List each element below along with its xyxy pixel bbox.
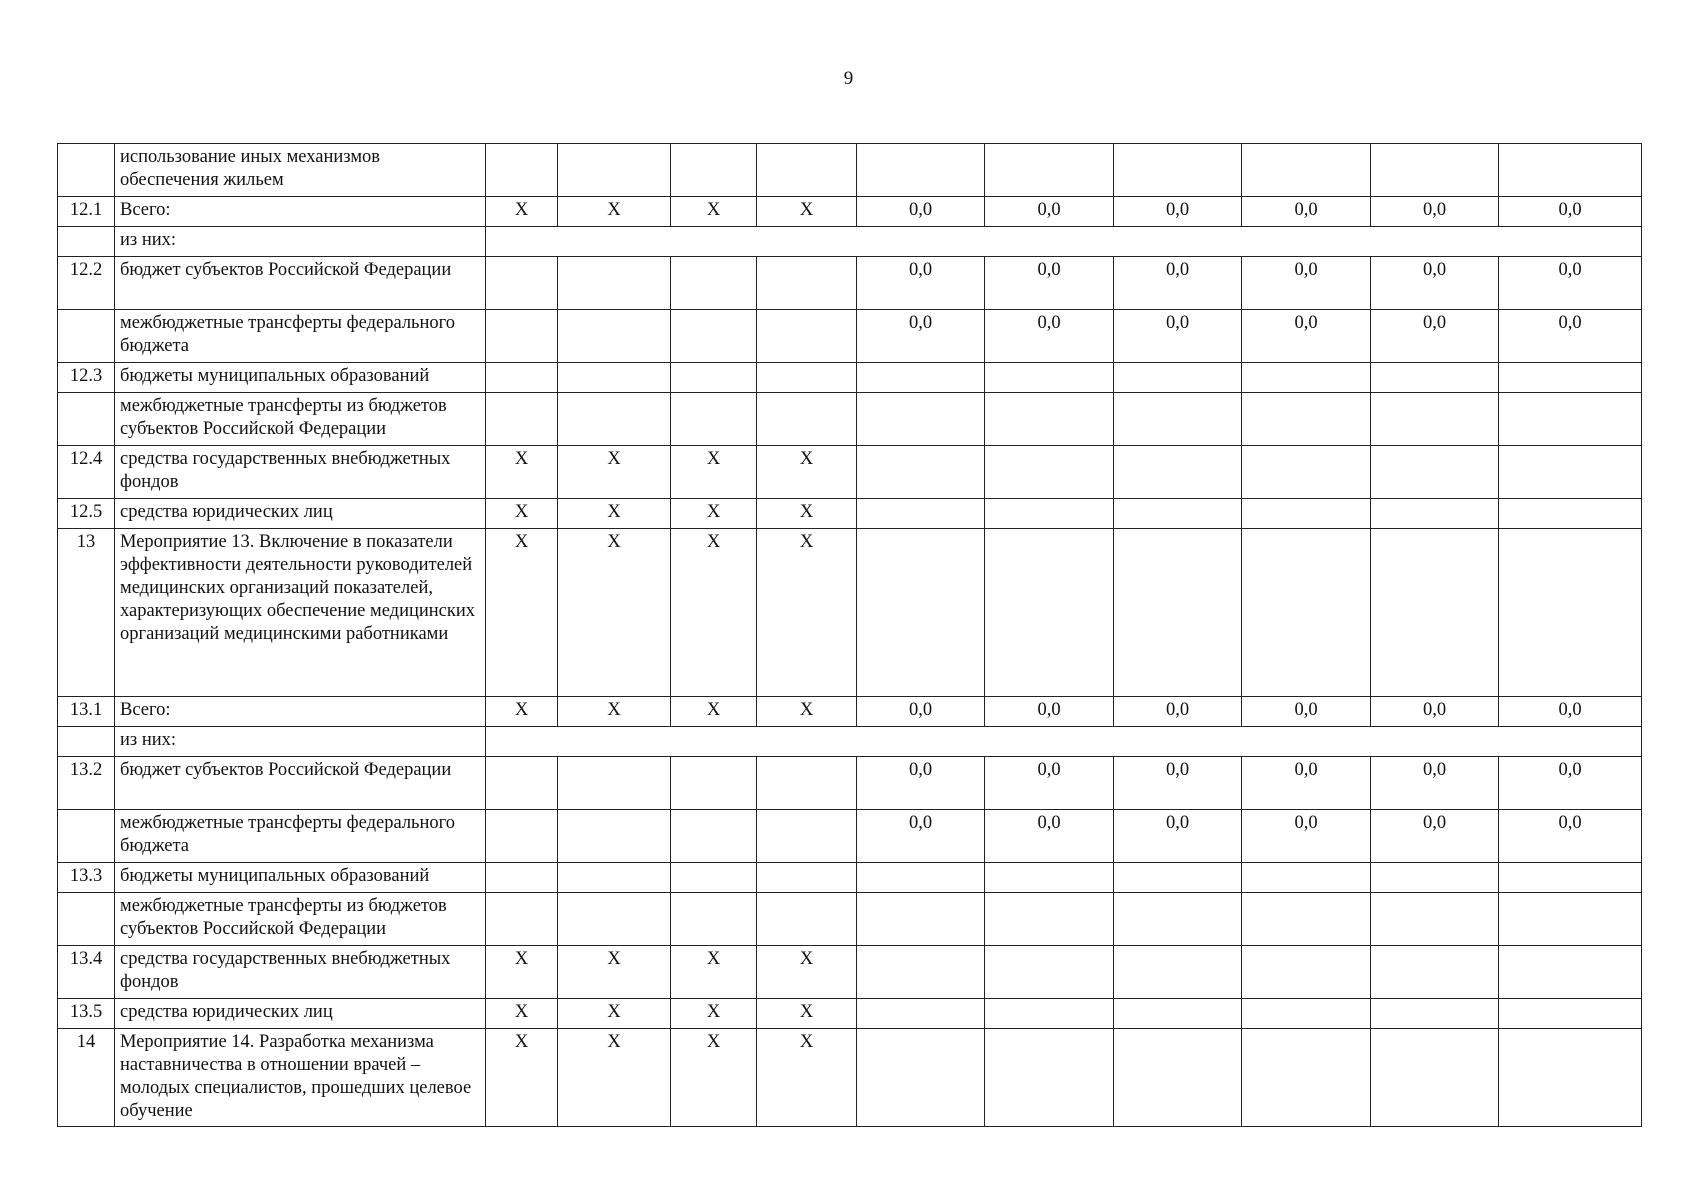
value-cell: 0,0 (1371, 310, 1499, 363)
value-cell (1371, 893, 1499, 946)
value-cell: 0,0 (1114, 697, 1242, 727)
value-cell (1114, 893, 1242, 946)
table-row (58, 946, 1642, 999)
value-cell (1242, 999, 1371, 1029)
x-cell (558, 257, 671, 310)
value-cell (1114, 446, 1242, 499)
x-cell (558, 363, 671, 393)
x-cell: Х (757, 697, 857, 727)
value-cell (857, 499, 985, 529)
merged-cell (486, 727, 1642, 757)
value-cell: 0,0 (1499, 310, 1642, 363)
x-cell (486, 393, 558, 446)
value-cell (985, 863, 1114, 893)
table-row (58, 1029, 1642, 1127)
table-row (58, 446, 1642, 499)
x-cell: Х (757, 499, 857, 529)
value-cell (1371, 144, 1499, 197)
table-row (58, 227, 1642, 257)
x-cell: Х (757, 999, 857, 1029)
x-cell: Х (558, 499, 671, 529)
value-cell (1242, 863, 1371, 893)
value-cell (1242, 893, 1371, 946)
table-row (58, 893, 1642, 946)
row-number: 13.5 (58, 999, 115, 1029)
value-cell (857, 393, 985, 446)
row-number (58, 893, 115, 946)
x-cell: Х (558, 197, 671, 227)
value-cell: 0,0 (985, 757, 1114, 810)
value-cell (1242, 1029, 1371, 1127)
row-number: 12.3 (58, 363, 115, 393)
value-cell (985, 499, 1114, 529)
value-cell: 0,0 (857, 697, 985, 727)
budget-table (57, 143, 1642, 1127)
row-number: 12.2 (58, 257, 115, 310)
value-cell (857, 1029, 985, 1127)
table-row (58, 529, 1642, 697)
table-row (58, 999, 1642, 1029)
x-cell: Х (757, 446, 857, 499)
value-cell (857, 446, 985, 499)
row-number (58, 727, 115, 757)
x-cell: Х (486, 697, 558, 727)
table-row (58, 144, 1642, 197)
value-cell (1499, 144, 1642, 197)
value-cell: 0,0 (1371, 697, 1499, 727)
value-cell (857, 946, 985, 999)
x-cell: Х (486, 529, 558, 697)
x-cell (671, 810, 757, 863)
value-cell (1114, 946, 1242, 999)
x-cell (486, 257, 558, 310)
row-label: средства государственных внебюджетных фондов (115, 446, 486, 499)
value-cell: 0,0 (1499, 697, 1642, 727)
value-cell: 0,0 (1114, 257, 1242, 310)
value-cell: 0,0 (1242, 257, 1371, 310)
value-cell (1499, 499, 1642, 529)
row-label: из них: (115, 227, 486, 257)
x-cell (757, 257, 857, 310)
row-number (58, 227, 115, 257)
table-body (58, 144, 1642, 1127)
value-cell (985, 999, 1114, 1029)
value-cell (1371, 363, 1499, 393)
row-label: Мероприятие 13. Включение в показатели эффективности деятельности руководителей медицинских организаций показателей, характеризующих обеспечение медицинских организаций медицинскими работниками (115, 529, 486, 697)
table-row (58, 393, 1642, 446)
row-number: 12.5 (58, 499, 115, 529)
value-cell (1499, 893, 1642, 946)
x-cell: Х (671, 999, 757, 1029)
x-cell: Х (671, 529, 757, 697)
value-cell: 0,0 (1242, 757, 1371, 810)
value-cell (1242, 529, 1371, 697)
value-cell (985, 1029, 1114, 1127)
row-label: Всего: (115, 197, 486, 227)
value-cell (1499, 1029, 1642, 1127)
x-cell (671, 144, 757, 197)
value-cell (1114, 144, 1242, 197)
value-cell (1114, 363, 1242, 393)
value-cell: 0,0 (985, 810, 1114, 863)
value-cell (1242, 499, 1371, 529)
value-cell: 0,0 (1371, 757, 1499, 810)
value-cell (1114, 1029, 1242, 1127)
value-cell (985, 946, 1114, 999)
value-cell: 0,0 (857, 197, 985, 227)
row-label: межбюджетные трансферты из бюджетов субъектов Российской Федерации (115, 393, 486, 446)
value-cell: 0,0 (1499, 810, 1642, 863)
value-cell (985, 363, 1114, 393)
value-cell: 0,0 (1242, 810, 1371, 863)
x-cell: Х (671, 446, 757, 499)
x-cell (671, 393, 757, 446)
x-cell: Х (757, 1029, 857, 1127)
value-cell (857, 863, 985, 893)
x-cell (558, 810, 671, 863)
x-cell (486, 757, 558, 810)
row-number: 14 (58, 1029, 115, 1127)
table-row (58, 810, 1642, 863)
value-cell (1499, 393, 1642, 446)
value-cell (1242, 946, 1371, 999)
row-number (58, 810, 115, 863)
value-cell (1499, 446, 1642, 499)
row-label: средства государственных внебюджетных фондов (115, 946, 486, 999)
x-cell (486, 863, 558, 893)
table-row (58, 499, 1642, 529)
value-cell: 0,0 (1242, 697, 1371, 727)
row-label: средства юридических лиц (115, 999, 486, 1029)
value-cell (985, 144, 1114, 197)
x-cell (486, 363, 558, 393)
row-label: средства юридических лиц (115, 499, 486, 529)
x-cell (671, 363, 757, 393)
row-label: бюджет субъектов Российской Федерации (115, 257, 486, 310)
value-cell (857, 893, 985, 946)
x-cell: Х (486, 446, 558, 499)
value-cell (1242, 446, 1371, 499)
value-cell: 0,0 (985, 697, 1114, 727)
row-label: межбюджетные трансферты из бюджетов субъектов Российской Федерации (115, 893, 486, 946)
value-cell (1114, 529, 1242, 697)
x-cell: Х (558, 946, 671, 999)
value-cell (1242, 363, 1371, 393)
value-cell: 0,0 (1114, 810, 1242, 863)
row-label: бюджеты муниципальных образований (115, 863, 486, 893)
x-cell (757, 310, 857, 363)
value-cell (1499, 863, 1642, 893)
table-row (58, 197, 1642, 227)
value-cell (1371, 499, 1499, 529)
value-cell (1371, 1029, 1499, 1127)
x-cell (757, 863, 857, 893)
x-cell (671, 893, 757, 946)
value-cell: 0,0 (1499, 257, 1642, 310)
value-cell: 0,0 (1371, 257, 1499, 310)
x-cell (558, 863, 671, 893)
x-cell: Х (671, 946, 757, 999)
value-cell: 0,0 (1499, 197, 1642, 227)
row-label: бюджеты муниципальных образований (115, 363, 486, 393)
table-row (58, 363, 1642, 393)
x-cell: Х (671, 197, 757, 227)
row-number: 12.4 (58, 446, 115, 499)
table-row (58, 757, 1642, 810)
value-cell: 0,0 (985, 310, 1114, 363)
row-label: Мероприятие 14. Разработка механизма наставничества в отношении врачей – молодых специалистов, прошедших целевое обучение (115, 1029, 486, 1127)
x-cell: Х (558, 1029, 671, 1127)
value-cell (857, 999, 985, 1029)
value-cell (1499, 529, 1642, 697)
value-cell (857, 529, 985, 697)
x-cell (757, 393, 857, 446)
x-cell: Х (757, 197, 857, 227)
x-cell: Х (486, 499, 558, 529)
value-cell: 0,0 (985, 197, 1114, 227)
value-cell (985, 393, 1114, 446)
row-number: 13.4 (58, 946, 115, 999)
merged-cell (486, 227, 1642, 257)
x-cell (486, 893, 558, 946)
value-cell: 0,0 (1499, 757, 1642, 810)
row-number: 13.2 (58, 757, 115, 810)
x-cell: Х (486, 946, 558, 999)
x-cell (671, 863, 757, 893)
value-cell (985, 446, 1114, 499)
x-cell: Х (486, 197, 558, 227)
x-cell (558, 393, 671, 446)
value-cell: 0,0 (857, 810, 985, 863)
table-row (58, 310, 1642, 363)
value-cell (1499, 999, 1642, 1029)
value-cell (1499, 363, 1642, 393)
x-cell: Х (486, 1029, 558, 1127)
x-cell (486, 810, 558, 863)
row-number (58, 310, 115, 363)
x-cell: Х (671, 1029, 757, 1127)
value-cell (1114, 863, 1242, 893)
x-cell (671, 310, 757, 363)
row-number: 13.1 (58, 697, 115, 727)
x-cell (757, 893, 857, 946)
row-label: межбюджетные трансферты федерального бюджета (115, 310, 486, 363)
x-cell: Х (757, 946, 857, 999)
x-cell: Х (558, 697, 671, 727)
value-cell (1242, 393, 1371, 446)
x-cell: Х (558, 999, 671, 1029)
value-cell (1371, 999, 1499, 1029)
value-cell (1114, 499, 1242, 529)
value-cell (857, 144, 985, 197)
x-cell (757, 757, 857, 810)
row-label: Всего: (115, 697, 486, 727)
value-cell (1371, 393, 1499, 446)
x-cell (486, 310, 558, 363)
value-cell: 0,0 (1114, 197, 1242, 227)
row-number: 13.3 (58, 863, 115, 893)
x-cell (558, 757, 671, 810)
value-cell (1242, 144, 1371, 197)
value-cell (1499, 946, 1642, 999)
value-cell (985, 529, 1114, 697)
x-cell (671, 257, 757, 310)
x-cell: Х (671, 499, 757, 529)
value-cell: 0,0 (1371, 810, 1499, 863)
value-cell: 0,0 (857, 257, 985, 310)
row-number: 12.1 (58, 197, 115, 227)
x-cell: Х (757, 529, 857, 697)
value-cell: 0,0 (1371, 197, 1499, 227)
row-number (58, 393, 115, 446)
value-cell: 0,0 (857, 310, 985, 363)
x-cell: Х (558, 446, 671, 499)
x-cell (558, 893, 671, 946)
page-number: 9 (843, 68, 854, 89)
table-row (58, 863, 1642, 893)
value-cell (1371, 529, 1499, 697)
x-cell: Х (671, 697, 757, 727)
table-row (58, 727, 1642, 757)
value-cell: 0,0 (1114, 757, 1242, 810)
value-cell: 0,0 (1114, 310, 1242, 363)
row-label: бюджет субъектов Российской Федерации (115, 757, 486, 810)
value-cell (1371, 446, 1499, 499)
x-cell (757, 810, 857, 863)
x-cell: Х (486, 999, 558, 1029)
x-cell (486, 144, 558, 197)
x-cell (757, 144, 857, 197)
value-cell (1371, 946, 1499, 999)
value-cell: 0,0 (857, 757, 985, 810)
row-number (58, 144, 115, 197)
x-cell (671, 757, 757, 810)
x-cell: Х (558, 529, 671, 697)
value-cell (1114, 393, 1242, 446)
x-cell (558, 310, 671, 363)
x-cell (757, 363, 857, 393)
value-cell (1371, 863, 1499, 893)
value-cell: 0,0 (1242, 197, 1371, 227)
value-cell (1114, 999, 1242, 1029)
x-cell (558, 144, 671, 197)
value-cell: 0,0 (985, 257, 1114, 310)
table-row (58, 697, 1642, 727)
row-number: 13 (58, 529, 115, 697)
value-cell (857, 363, 985, 393)
value-cell (985, 893, 1114, 946)
row-label: из них: (115, 727, 486, 757)
row-label: межбюджетные трансферты федерального бюджета (115, 810, 486, 863)
table-row (58, 257, 1642, 310)
value-cell: 0,0 (1242, 310, 1371, 363)
row-label: использование иных механизмов обеспечения жильем (115, 144, 486, 197)
